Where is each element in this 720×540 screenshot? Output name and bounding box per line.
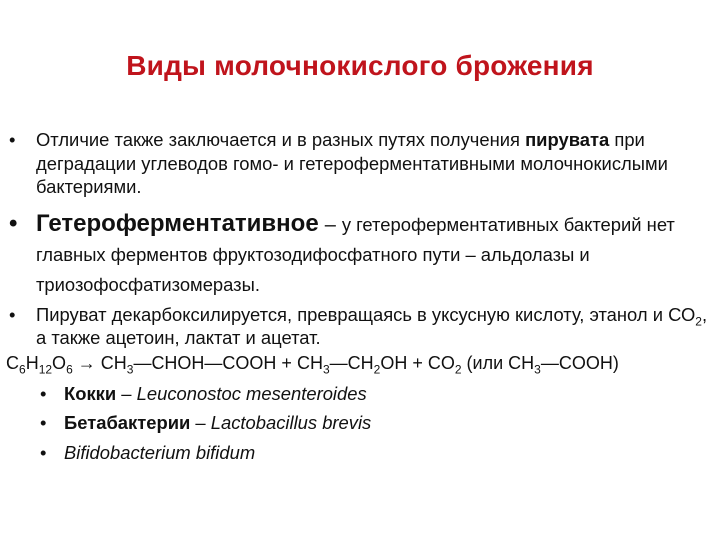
formula-part: —CH [329,352,374,373]
formula-part: → CH [72,352,127,373]
bullet-item-pyruvate-decarboxylation [6,303,714,350]
example-item-bifidobacterium [6,441,714,465]
formula-subscript: 12 [38,362,53,377]
formula-part: H [25,352,39,373]
example-species: Leuconostoc mesenteroides [136,382,367,404]
formula-subscript: 3 [534,362,541,377]
bullet-marker: • [40,441,47,463]
formula-subscript: 2 [454,362,462,377]
example-separator: – [190,412,211,434]
slide-content [6,128,714,464]
formula-part: O [52,352,67,373]
section-heading: Гетероферментативное [36,209,319,237]
formula-subscript: 6 [19,362,26,377]
bullet-item-heterofermentative [6,209,714,300]
bullet-marker: • [9,303,16,325]
example-group: Бетабактерии [64,412,191,434]
formula-part: —CHOH—COOH + CH [133,352,323,373]
subscript: 2 [695,314,702,329]
example-item-cocci [6,382,714,406]
formula-subscript: 3 [126,362,134,377]
chemical-equation [6,352,714,376]
example-species: Lactobacillus brevis [210,412,372,434]
formula-subscript: 6 [66,362,73,377]
formula-part: —COOH) [540,352,619,373]
formula-part: C [6,352,19,373]
paragraph-text: Пируват декарбоксилируется, превращаясь в уксусную кислоту, этанол и СО [36,303,696,325]
heading-dash: – [324,213,336,236]
example-separator: – [116,382,137,404]
formula-part: OH + CO [380,352,455,373]
formula-subscript: 3 [322,362,330,377]
paragraph-text-cont: при деградации углеводов гомо- и гетероферментативными молочнокислыми бактериями. [36,129,668,198]
slide-title: Виды молочнокислого брожения [126,50,594,81]
bullet-marker: • [40,412,47,434]
bullet-item-pyruvate [6,128,714,199]
paragraph-text: Отличие также заключается и в разных путях получения [36,129,526,150]
bullet-marker: • [9,129,16,150]
paragraph-text: у гетероферментативных бактерий нет главных ферментов фруктозодифосфатного пути – альдолазы и триозофосфатизомеразы. [36,213,675,295]
formula-part: (или CH [461,352,535,373]
example-group: Кокки [64,382,117,404]
bullet-marker: • [9,209,18,237]
formula-subscript: 2 [373,362,381,377]
paragraph-text-cont: , а также ацетоин, лактат и ацетат. [36,303,708,349]
example-item-betabacteria [6,411,714,435]
example-species: Bifidobacterium bifidum [64,441,256,463]
bullet-marker: • [40,382,47,404]
paragraph-bold-term: пирувата [525,129,610,150]
